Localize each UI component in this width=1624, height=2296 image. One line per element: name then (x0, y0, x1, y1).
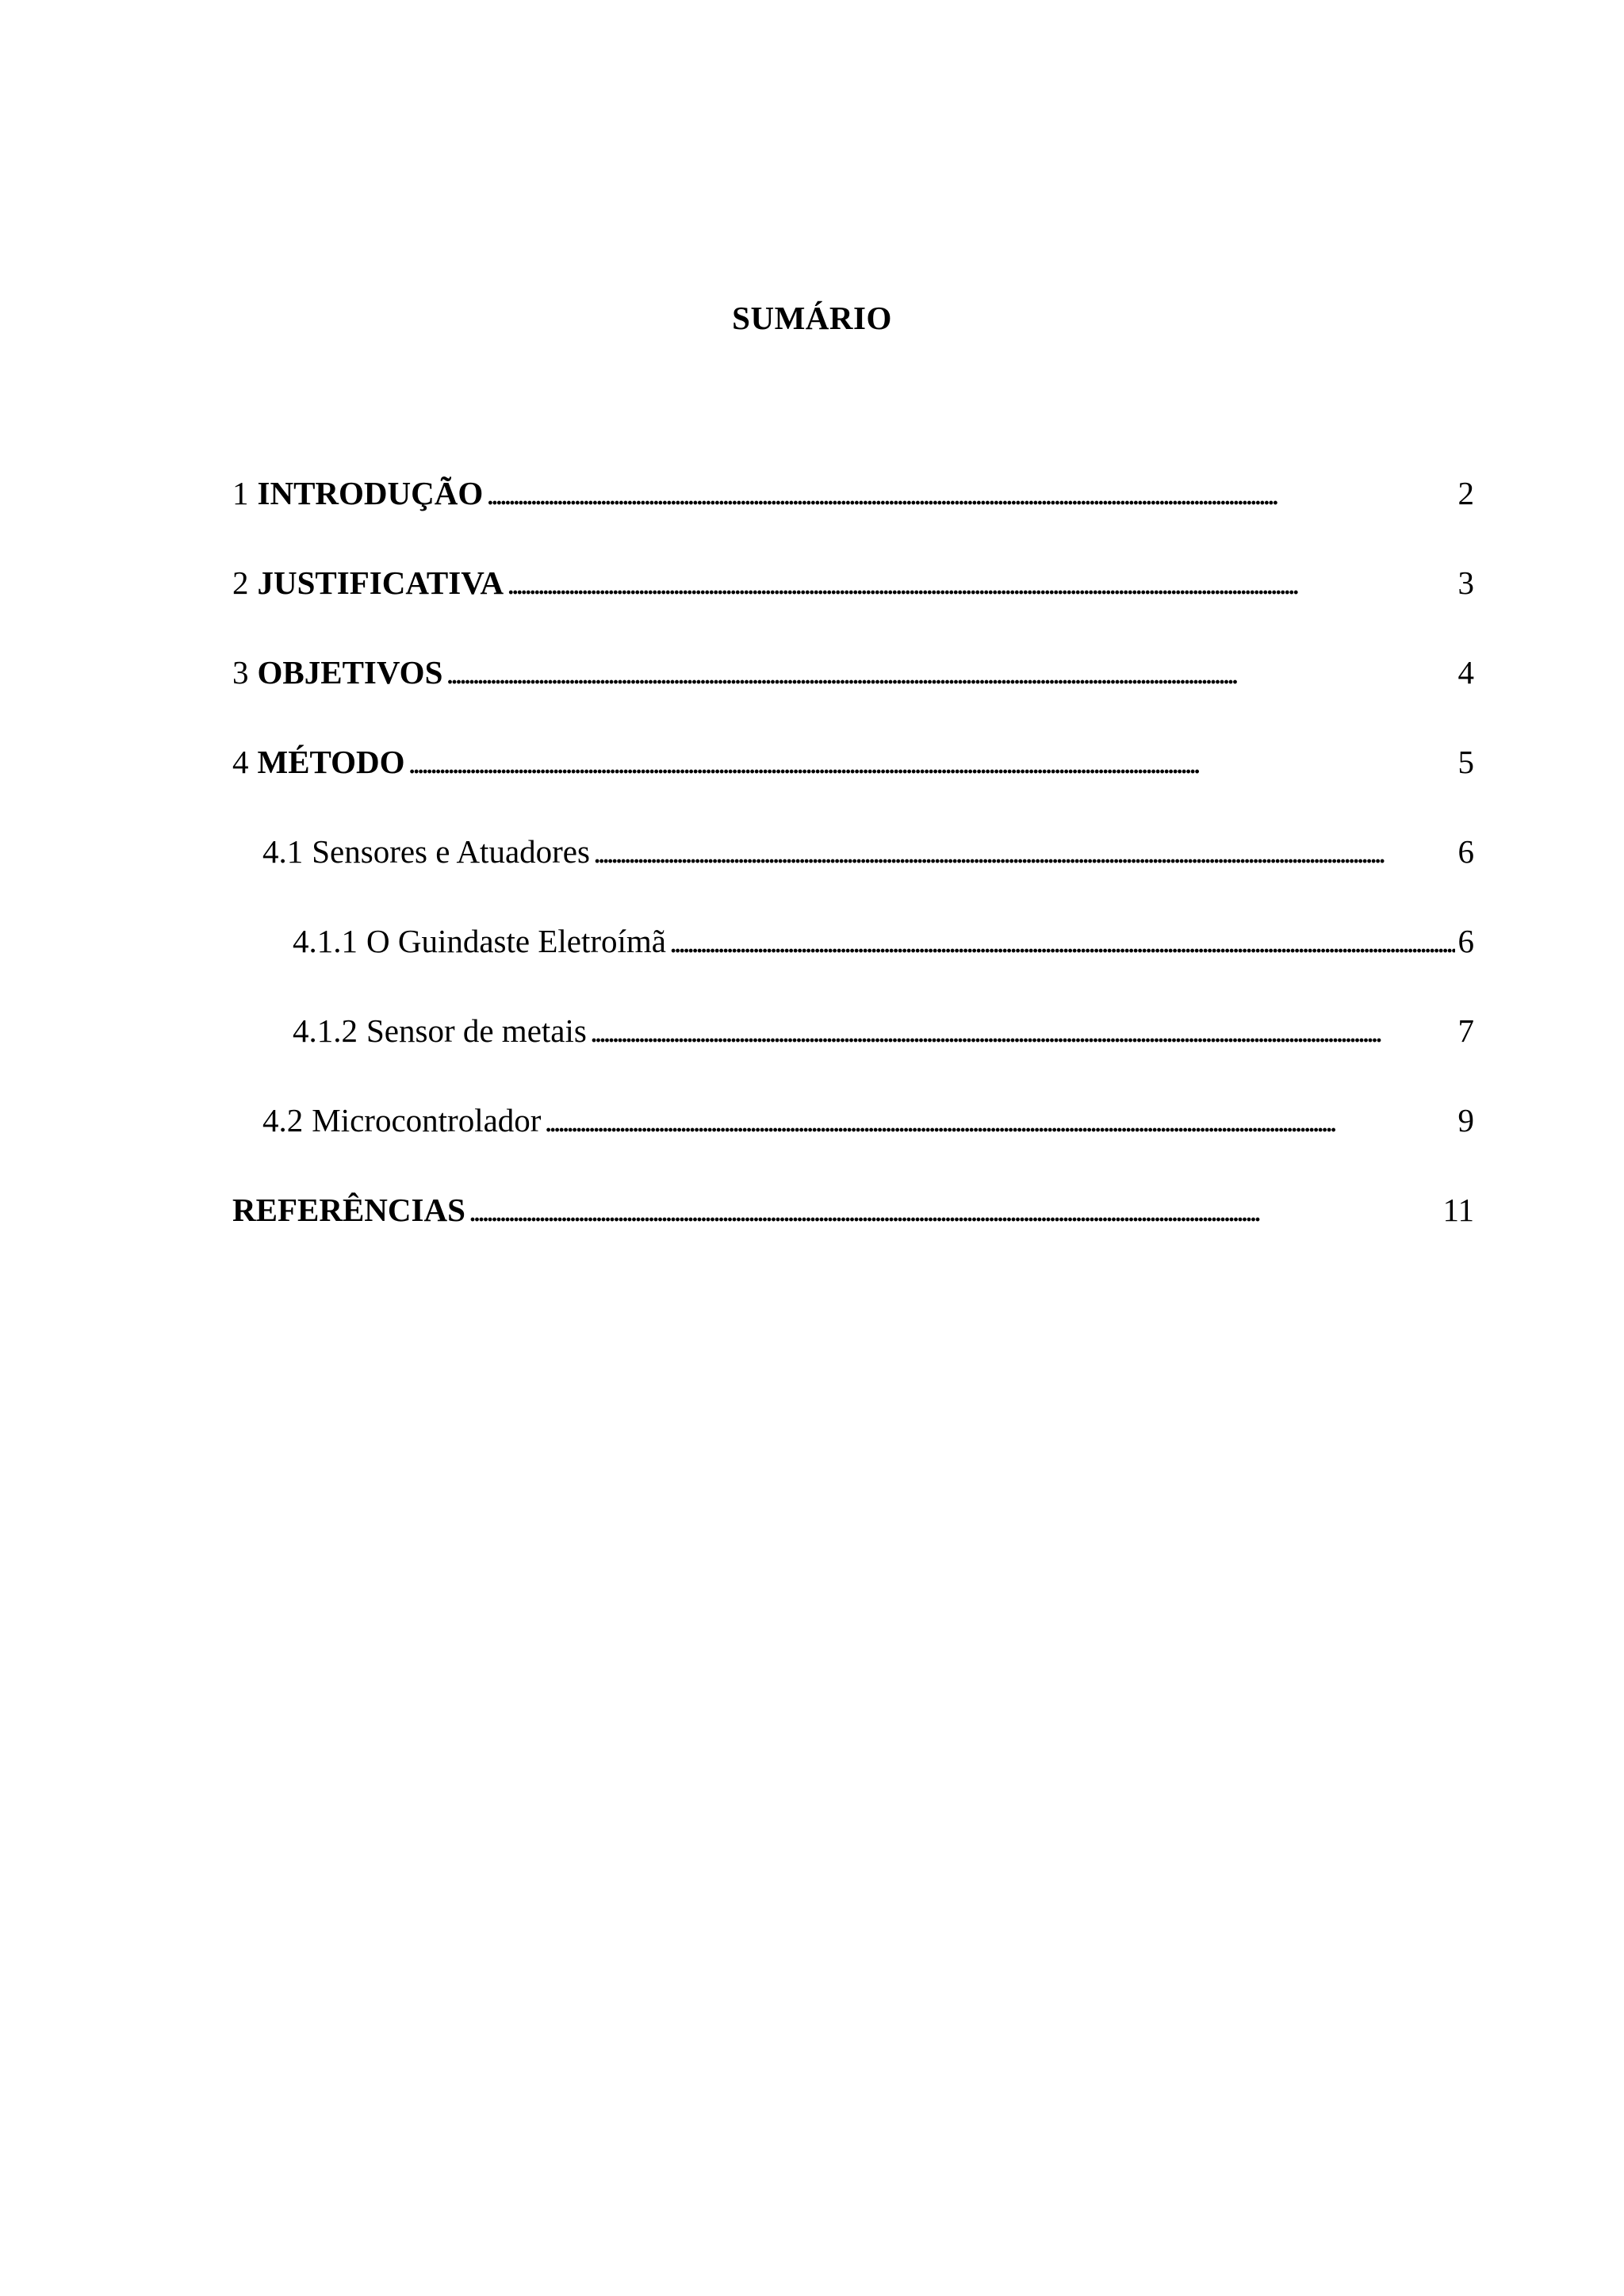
toc-entry-page: 3 (1457, 564, 1474, 601)
toc-entry-label: INTRODUÇÃO (257, 475, 484, 511)
page-title: SUMÁRIO (732, 300, 892, 336)
toc-dot-leader (669, 917, 1454, 965)
toc-entry-sensores-atuadores[interactable] (232, 828, 1474, 917)
toc-entry-page: 11 (1442, 1192, 1474, 1228)
toc-entry-metodo[interactable] (232, 738, 1474, 828)
toc-entry-number: 4.2 (262, 1102, 304, 1138)
toc-dot-leader (593, 828, 1455, 875)
toc-entry-page: 4 (1457, 654, 1474, 691)
toc-entry-number: 3 (232, 654, 249, 691)
toc-entry-label: O Guindaste Eletroímã (366, 923, 667, 959)
toc-dot-leader (507, 559, 1454, 607)
toc-dot-leader (408, 738, 1455, 786)
toc-entry-sensor-metais[interactable] (232, 1007, 1474, 1096)
toc-entry-label: OBJETIVOS (257, 654, 443, 691)
toc-entry-introducao[interactable] (232, 469, 1474, 559)
toc-entry-label: Microcontrolador (312, 1102, 542, 1138)
toc-entry-label: Sensor de metais (366, 1012, 587, 1049)
toc-entry-guindaste-eletroima[interactable] (232, 917, 1474, 1007)
toc-entry-label: JUSTIFICATIVA (257, 564, 504, 601)
toc-entry-number: 2 (232, 564, 249, 601)
toc-entry-number: 4.1 (262, 833, 304, 870)
toc-dot-leader (544, 1096, 1454, 1144)
toc-entry-number: 1 (232, 475, 249, 511)
toc-dot-leader (446, 649, 1454, 696)
toc-entry-page: 7 (1457, 1012, 1474, 1049)
toc-entry-number: 4.1.2 (293, 1012, 358, 1049)
toc-dot-leader (469, 1186, 1440, 1234)
table-of-contents (232, 469, 1474, 1276)
toc-entry-objetivos[interactable] (232, 649, 1474, 738)
toc-dot-leader (486, 469, 1454, 517)
toc-dot-leader (590, 1007, 1455, 1054)
toc-entry-number: 4.1.1 (293, 923, 358, 959)
toc-entry-label: MÉTODO (257, 744, 405, 780)
toc-entry-number: 4 (232, 744, 249, 780)
toc-entry-page: 9 (1457, 1102, 1474, 1138)
toc-entry-label: REFERÊNCIAS (232, 1192, 465, 1228)
toc-entry-referencias[interactable] (232, 1186, 1474, 1276)
toc-entry-page: 6 (1457, 833, 1474, 870)
toc-entry-microcontrolador[interactable] (232, 1096, 1474, 1186)
toc-entry-page: 6 (1457, 923, 1474, 959)
toc-entry-label: Sensores e Atuadores (312, 833, 590, 870)
toc-entry-page: 5 (1457, 744, 1474, 780)
toc-entry-justificativa[interactable] (232, 559, 1474, 649)
toc-entry-page: 2 (1457, 475, 1474, 511)
